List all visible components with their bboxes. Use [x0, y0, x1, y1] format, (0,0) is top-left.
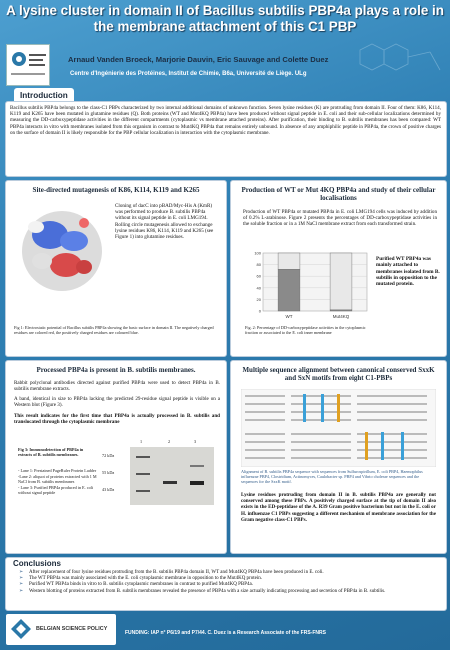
processed-text-2: A band, identical in size to PBP4a lacking the predicted 29-residue signal peptide is visible on a Western blot (Figure 3). — [14, 396, 220, 409]
conclusion-item: ➢ After replacement of four lysine residues protruding from the B. subtilis PBP4a domain II, WT and Mut4KQ PBP4a have been produced in E. coli. — [26, 570, 446, 576]
processed-heading: Processed PBP4a is present in B. subtilis membranes. — [14, 364, 218, 376]
chart-bar-segment — [278, 253, 300, 269]
chart-y-tick-label: 0 — [258, 308, 261, 314]
lane-label-3: 3 — [194, 439, 197, 444]
introduction-heading: Introduction — [14, 88, 74, 103]
conclusions-heading: Conclusions — [13, 559, 62, 568]
figure1-caption: Fig 1: Electrostatic potential of Bacillus subtilis PBP4a showing the basic surface in domain II. The negatively charged residues are colored red, the positively charged residues are coloured blue. — [14, 325, 214, 335]
processed-panel — [5, 360, 227, 554]
protein-structure-image — [14, 203, 109, 295]
production-heading: Production of WT or Mut 4KQ PBP4a and study of their cellular localisations — [239, 184, 438, 205]
production-callout: Purified WT PBP4a was mainly attached to membranes isolated from B. subtilis in opposition to the mutated protein. — [376, 256, 440, 288]
molecule-watermark — [350, 40, 445, 85]
alignment-caption: Alignment of B. subtilis PBP4a sequence with sequences from Sulfurospirillum, E. coli PBP4, Haemophilus influenzae PBP4, Clostridium, Actinomyces, Caulobacter sp. PBP4 and Vibrio cholerae sequences and the sequences for the SxxK motif. — [241, 469, 423, 484]
belspo-logo — [6, 614, 116, 645]
production-panel — [230, 180, 447, 357]
alignment-heading: Multiple sequence alignment between canonical conserved SxxK and SxN motifs from eight C1-PBPs — [239, 364, 438, 385]
figure3-title: Fig 3: Immunodetection of PBP4a in extracts of B. subtilis membranes. — [18, 447, 84, 457]
processed-text-1: Rabbit polyclonal antibodies directed against purified PBP4a were used to detect PBP4a in B. subtilis membrane extracts. — [14, 380, 220, 393]
lane-label-1: 1 — [140, 439, 143, 444]
introduction-panel — [5, 101, 447, 177]
chart-x-category-label: WT — [285, 314, 293, 319]
chart-y-tick-label: 80 — [256, 262, 261, 268]
authors: Arnaud Vanden Broeck, Marjorie Dauvin, Eric Sauvage and Colette Duez — [68, 55, 329, 64]
alignment-text: Lysine residues protruding from domain II in B. subtilis PBP4a are generally not conserved among these PBPs. A positively charged surface at the tip of domain II also exists in the ED-peptidase of the A. R39 Gram positive bacterium but not in the E. coli or H. influenzae C1 PBPs suggesting a different mechanism of membrane association for the Gram negative class-C1 PBPs. — [241, 492, 436, 523]
belspo-label: BELGIAN SCIENCE POLICY — [36, 626, 108, 632]
poster-title: A lysine cluster in domain II of Bacillus subtilis PBP4a plays a role in the membrane attachment of this C1 PBP — [6, 3, 444, 34]
figure3-legend — [18, 468, 100, 495]
marker-72: 72 kDa — [102, 453, 115, 458]
chart-y-tick-label: 20 — [256, 296, 261, 302]
introduction-text: Bacillus subtilis PBP4a belongs to the class-C1 PBPs characterized by two internal additional domains of unknown function. Seven lysine residues (K) are protruding from domain II. Four of them: K86, K114, K119 and K265 have been mutated in glutamine residues (Q). Both proteins (WT and Mut4KQ PBP4a) have been produced without signal peptide in E. coli and their sub-cellular localizations determined by measuring the DD-carboxypeptidase activities in the different compartments (cytoplasmic vs membrane attached proteins). After purification, their binding to B. subtilis membranes has been compared: WT PBP4a interacts in vitro with membranes isolated from this organism in contrast to Mut4KQ PBP4a that remains entirely unbound. In absence of any amphiphilic peptide in PBP4a, the crown of positive charges on the surface of domain II is likely responsible for the PBP cellular localization in interaction with the cytoplasmic membrane. — [10, 105, 441, 136]
figure2-caption: Fig. 2: Percentage of DD-carboxypeptidase activities in the cytoplasmic fraction or associated to the E. coli inner membrane — [245, 325, 366, 335]
blot-markers — [102, 453, 126, 492]
processed-result: This result indicates for the first time that PBP4a is actually processed in B. subtilis and translocated through the cytoplasmic membrane — [14, 413, 220, 426]
institution-logo — [6, 44, 50, 86]
chart-y-tick-label: 60 — [256, 273, 261, 279]
chart-x-category-label: Mut4KQ — [332, 314, 350, 319]
affiliation: Centre d'Ingénierie des Protéines, Institut de Chimie, B6a, Université de Liège. ULg — [70, 71, 307, 77]
conclusion-item: ➢ Purified WT PBP4a binds in vitro to B. subtilis cytoplasmic membranes in contrast to purified Mut4KQ PBP4a. — [26, 582, 446, 588]
lane-label-2: 2 — [168, 439, 171, 444]
figure3-legend-lane1: - Lane 1: Prestained PageRuler Protein Ladder — [18, 468, 97, 473]
activity-bar-chart — [245, 249, 371, 321]
conclusion-item: ➢ Western blotting of proteins extracted from B. subtilis membranes revealed the presence of PBP4a with a size actually indicating processing and secretion of PBP4a in B. subtilis. — [26, 589, 446, 595]
funding-text: FUNDING: IAP n° P6/19 and P7/44. C. Duez is a Research Associate of the FRS-FNRS — [125, 630, 326, 636]
chart-y-tick-label: 40 — [256, 285, 261, 291]
conclusions-panel — [5, 557, 447, 611]
alignment-panel — [230, 360, 447, 554]
sequence-alignment-image — [241, 389, 436, 467]
mutagenesis-heading: Site-directed mutagenesis of K86, K114, K119 and K265 — [14, 184, 218, 196]
production-text: Production of WT PBP4a or mutated PBP4a in E. coli LMG194 cells was induced by addition of 0.2% L-arabinose. Figure 2 presents the percentages of DD-carboxypeptidase activities in the soluble fraction or in a 1M NaCl membrane extract from each transformed strain. — [243, 209, 437, 228]
conclusions-list — [18, 570, 446, 595]
chart-y-tick-label: 100 — [254, 250, 261, 256]
mutagenesis-panel — [5, 180, 227, 357]
figure3-legend-lane2: -Lane 2: aliquot of proteins extracted with 1 M NaCl from B. subtilis membranes — [18, 474, 97, 484]
chart-bar-segment — [278, 269, 300, 311]
chart-bar-segment — [330, 253, 352, 310]
marker-55: 55 kDa — [102, 470, 115, 475]
figure3-legend-lane3: - Lane 3: Purified PBP4a produced in E. coli without signal peptide — [18, 485, 94, 495]
marker-43: 43 kDa — [102, 487, 115, 492]
mutagenesis-text: Cloning of dacC into pBAD/Myc-His A (KmR) was performed to produce B. subtilis PBP4a without its signal peptide in E. coli LMG194. Rolling circle mutagenesis allowed to exchange lysine residues K86, K114, K119 and K265 (see Figure 1) into glutamine residues. — [115, 203, 214, 241]
conclusion-item: ➢ The WT PBP4a was mainly associated with the E. coli cytoplasmic membrane in opposition to the Mut4KQ protein. — [26, 576, 446, 582]
western-blot-image — [130, 447, 214, 505]
